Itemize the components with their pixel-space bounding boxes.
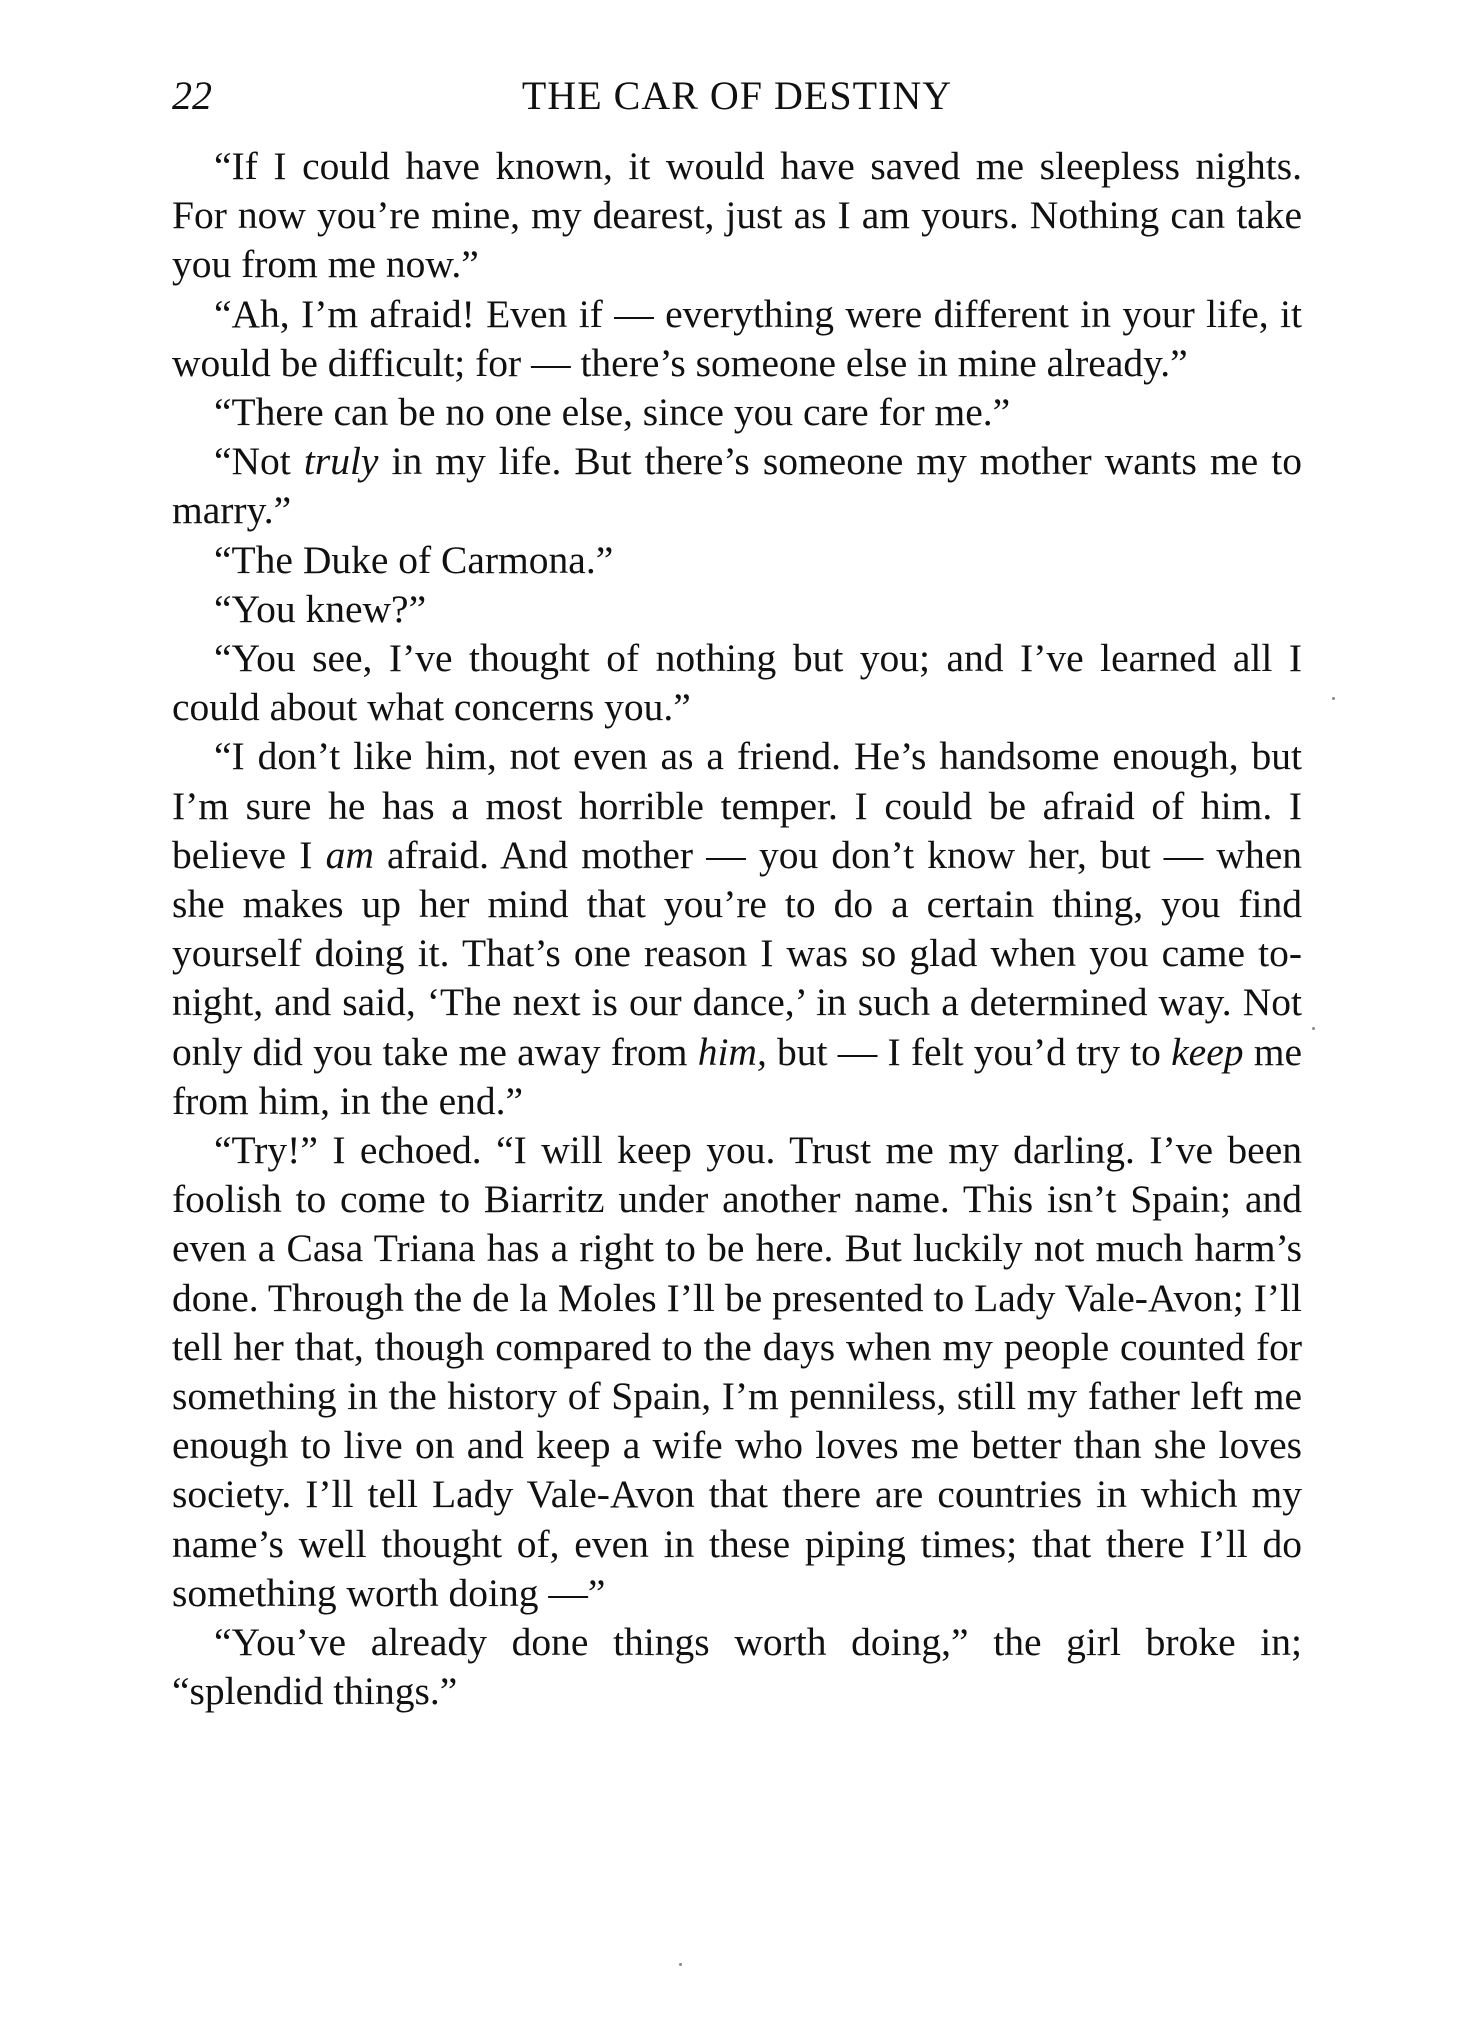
paper-speck <box>679 1963 682 1966</box>
paper-speck <box>1332 697 1335 700</box>
paragraph <box>172 437 1302 535</box>
italic-text: him, <box>697 1029 767 1074</box>
text-run: “The Duke of Carmona.” <box>214 537 614 582</box>
text-run: afraid. And mother — you don’t know her, but — when she makes up her mind that you’re to do a certain thing, you find yourself doing it. That’s one reason I was so glad when you came to-night, and said, ‘The next is our dance,’ in such a determined way. Not only did you take me away from <box>172 832 1302 1074</box>
text-run: “Try!” I echoed. “I will keep you. Trust me my darling. I’ve been foolish to come to Biarritz under another name. This isn’t Spain; and even a Casa Triana has a right to be here. But luckily not much harm’s done. Through the de la Moles I’ll be presented to Lady Vale-Avon; I’ll tell her that, though compared to the days when my people counted for something in the history of Spain, I’m penniless, still my father left me enough to live on and keep a wife who loves me better than she loves society. I’ll tell Lady Vale-Avon that there are countries in which my name’s well thought of, even in these piping times; that there I’ll do something worth doing —” <box>172 1128 1302 1615</box>
italic-text: keep <box>1171 1029 1244 1074</box>
page-header <box>172 66 1302 126</box>
body-text <box>172 142 1302 1717</box>
text-run: me from him, in the end.” <box>172 1029 1302 1123</box>
text-run: “Ah, I’m afraid! Even if — everything were different in your life, it would be difficult; for — there’s someone else in mine already.” <box>172 291 1302 385</box>
italic-text: truly <box>303 439 379 484</box>
paragraph <box>172 585 1302 634</box>
text-run: “You knew?” <box>214 586 427 631</box>
paragraph <box>172 388 1302 437</box>
running-title: THE CAR OF DESTINY <box>521 73 953 118</box>
text-run: “If I could have known, it would have saved me sleepless nights. For now you’re mine, my dearest, just as I am yours. Nothing can take you from me now.” <box>172 144 1302 287</box>
paragraph <box>172 1618 1302 1716</box>
paragraph <box>172 1126 1302 1618</box>
italic-text: am <box>325 832 374 877</box>
paragraph <box>172 536 1302 585</box>
paragraph <box>172 290 1302 388</box>
text-run: “You see, I’ve thought of nothing but you; and I’ve learned all I could about what concerns you.” <box>172 636 1302 730</box>
text-run: but — I felt you’d try to <box>766 1029 1172 1074</box>
text-run: in my life. But there’s someone my mother wants me to marry.” <box>172 439 1302 533</box>
paper-speck <box>1312 1027 1315 1030</box>
paragraph <box>172 142 1302 290</box>
text-run: “I don’t like him, not even as a friend. He’s handsome enough, but I’m sure he has a most horrible temper. I could be afraid of him. I believe I <box>172 734 1302 877</box>
text-run: “Not <box>214 439 304 484</box>
text-run: “You’ve already done things worth doing,” the girl broke in; “splendid things.” <box>172 1620 1302 1714</box>
paragraph <box>172 732 1302 1126</box>
paragraph <box>172 634 1302 732</box>
page-number: 22 <box>172 73 212 118</box>
text-run: “There can be no one else, since you care for me.” <box>214 390 1011 435</box>
